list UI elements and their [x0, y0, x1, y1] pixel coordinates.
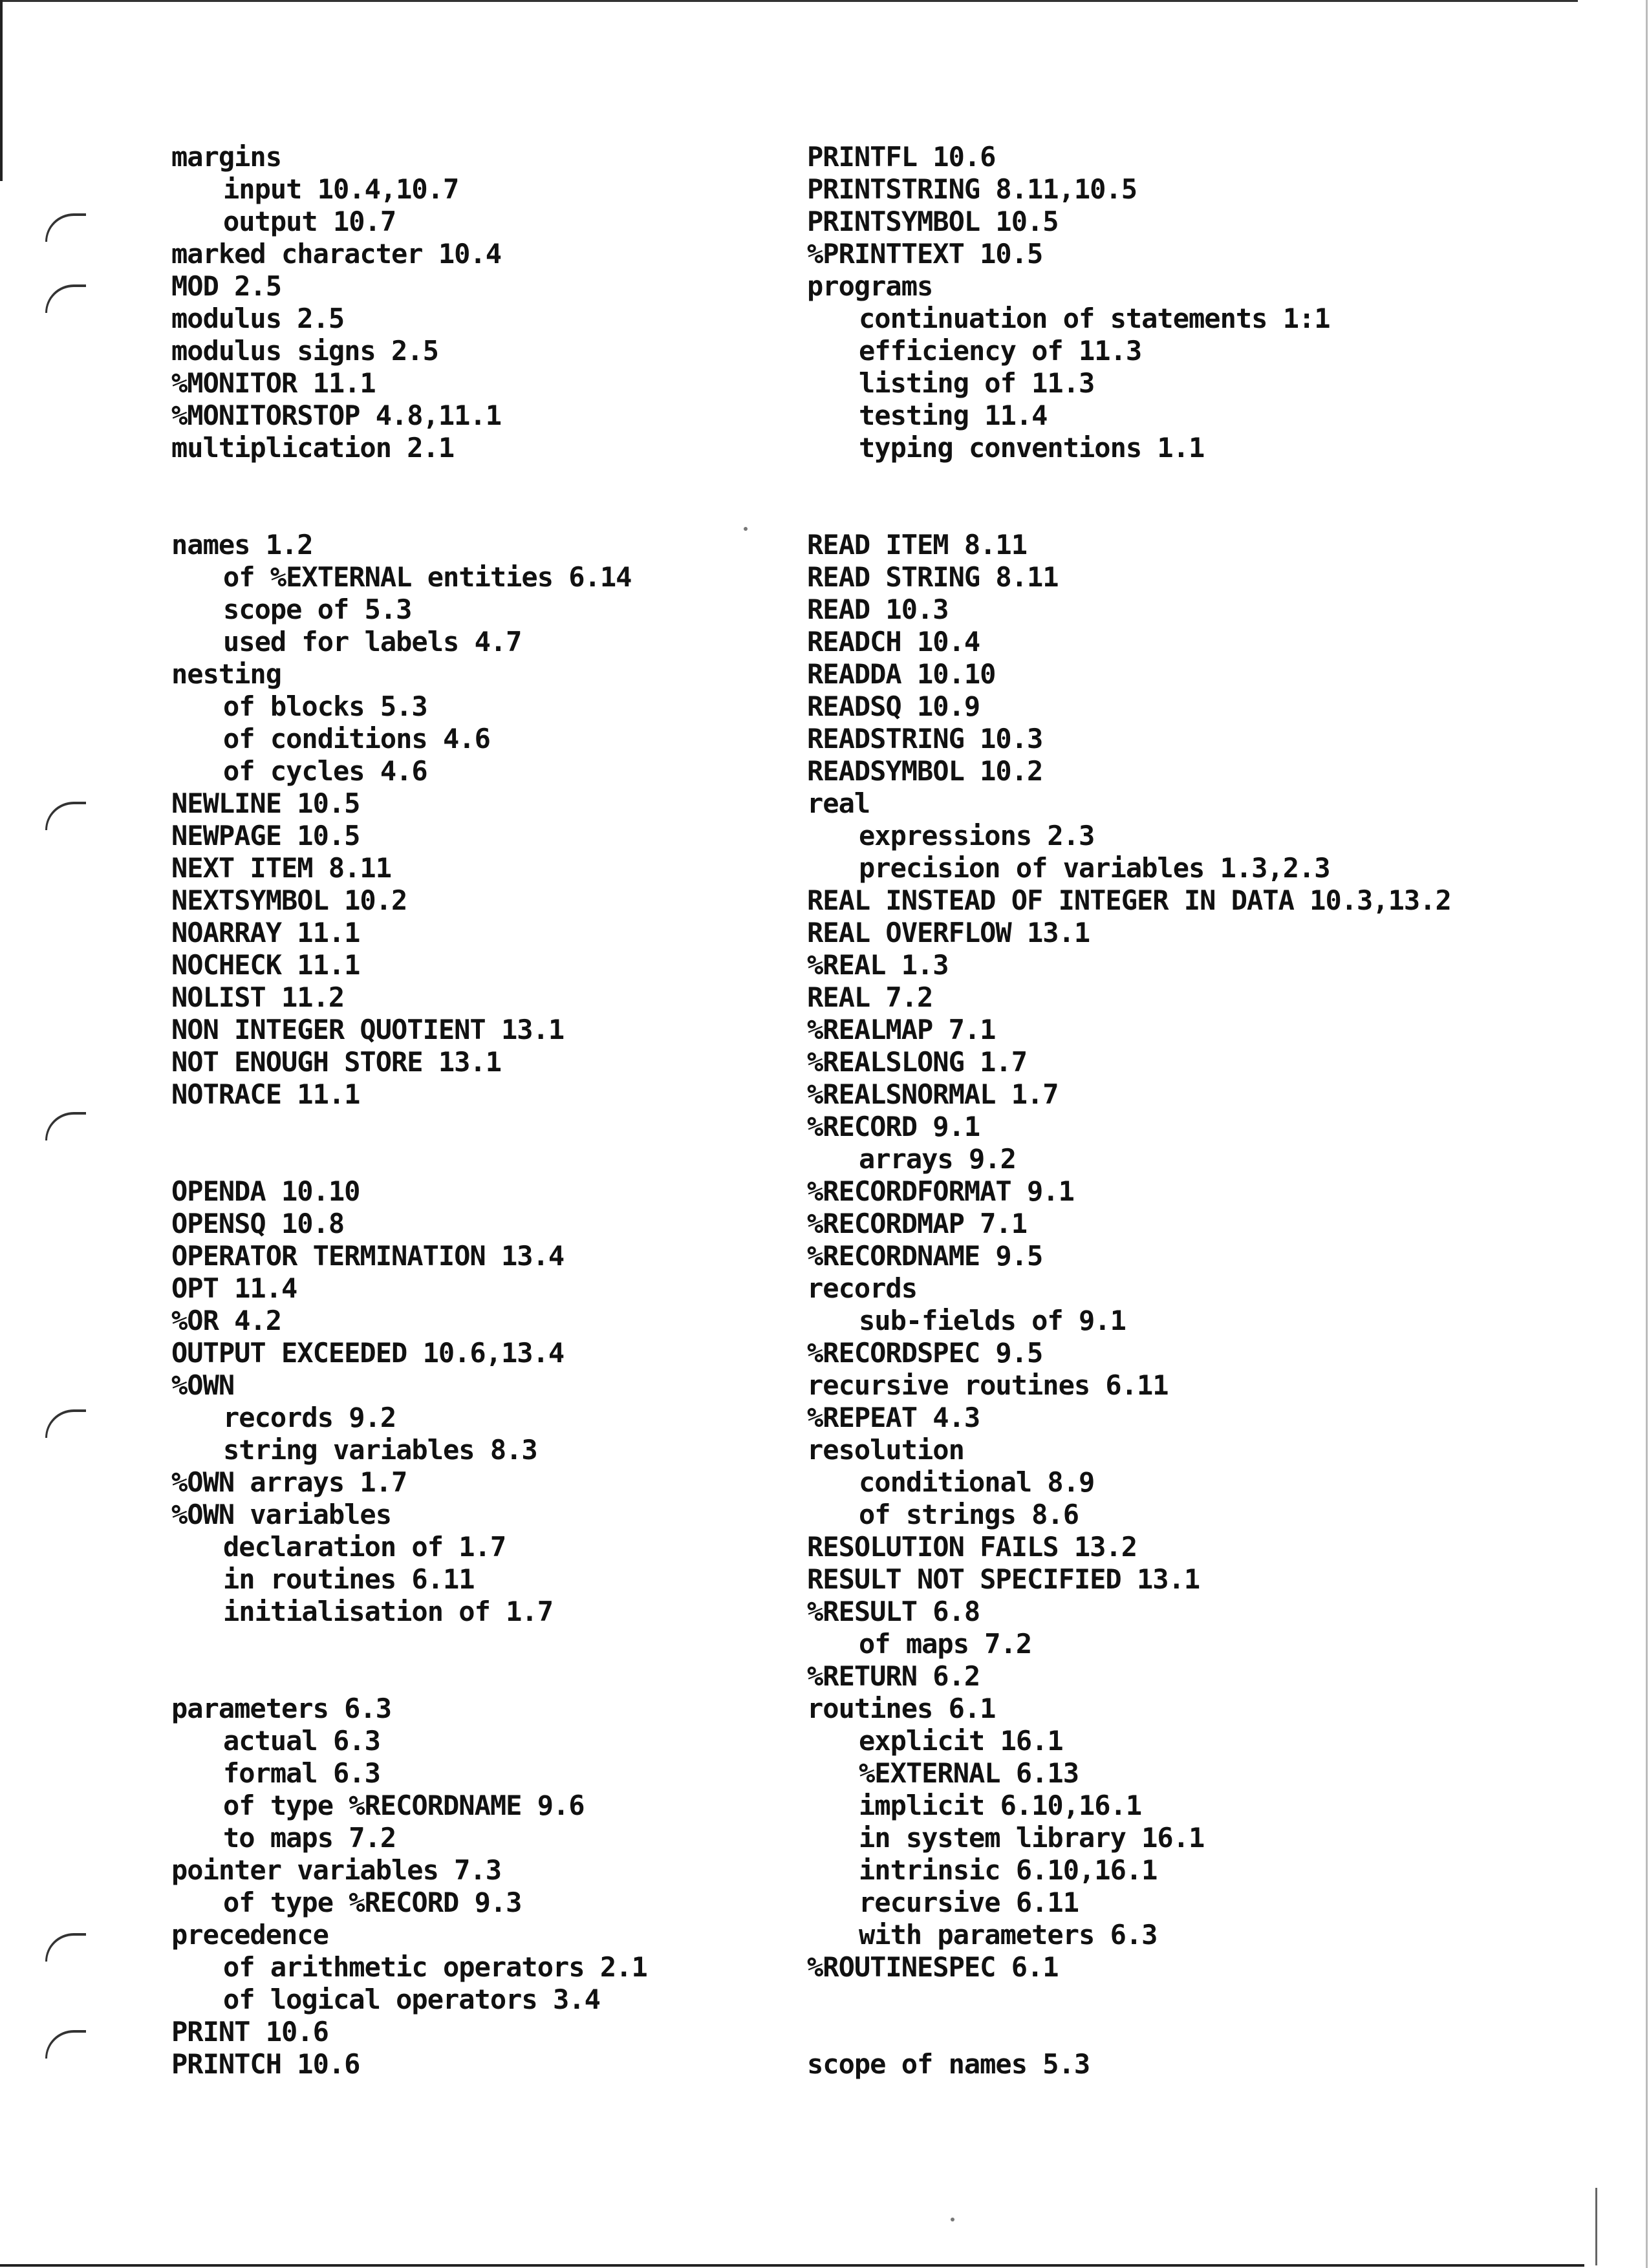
- index-subentry: recursive 6.11: [859, 1887, 1079, 1918]
- index-entry: %RECORDMAP 7.1: [807, 1208, 1028, 1239]
- index-entry: REAL 7.2: [807, 981, 933, 1013]
- index-subentry: in routines 6.11: [223, 1563, 475, 1595]
- index-entry: READ STRING 8.11: [807, 561, 1059, 593]
- index-entry: resolution: [807, 1434, 964, 1466]
- punch-hole-mark: [45, 802, 86, 830]
- section-gap: [807, 464, 1583, 529]
- index-entry: NOT ENOUGH STORE 13.1: [171, 1046, 502, 1078]
- index-subentry: arrays 9.2: [859, 1143, 1016, 1175]
- index-subentry: output 10.7: [223, 206, 396, 237]
- scan-speck: [951, 2218, 954, 2221]
- index-entry: real: [807, 787, 870, 819]
- index-subentry: of type %RECORDNAME 9.6: [223, 1790, 585, 1821]
- index-entry: %REALSNORMAL 1.7: [807, 1078, 1059, 1110]
- index-subentry: of maps 7.2: [859, 1628, 1032, 1660]
- index-subentry: implicit 6.10,16.1: [859, 1790, 1142, 1821]
- index-entry: NEXT ITEM 8.11: [171, 852, 392, 884]
- page-top-edge: [0, 0, 1578, 2]
- index-entry: %OWN arrays 1.7: [171, 1466, 407, 1498]
- index-entry: REAL INSTEAD OF INTEGER IN DATA 10.3,13.2: [807, 884, 1451, 916]
- index-entry: %REAL 1.3: [807, 949, 949, 981]
- index-entry: %REPEAT 4.3: [807, 1402, 980, 1433]
- index-subentry: continuation of statements 1:1: [859, 303, 1330, 334]
- index-subentry: of cycles 4.6: [223, 755, 427, 787]
- index-entry: pointer variables 7.3: [171, 1854, 502, 1886]
- index-entry: OPT 11.4: [171, 1272, 297, 1304]
- index-subentry: of conditions 4.6: [223, 723, 490, 754]
- index-subentry: conditional 8.9: [859, 1466, 1095, 1498]
- punch-hole-mark: [45, 213, 86, 242]
- index-entry: RESULT NOT SPECIFIED 13.1: [807, 1563, 1200, 1595]
- index-entry: READSQ 10.9: [807, 690, 980, 722]
- index-entry: NON INTEGER QUOTIENT 13.1: [171, 1014, 565, 1045]
- index-entry: %MONITOR 11.1: [171, 367, 376, 399]
- index-entry: scope of names 5.3: [807, 2048, 1090, 2080]
- index-entry: parameters 6.3: [171, 1693, 392, 1724]
- punch-hole-mark: [45, 2030, 86, 2059]
- index-entry: %REALSLONG 1.7: [807, 1046, 1028, 1078]
- section-gap: [171, 1111, 786, 1175]
- index-column-left: [171, 141, 786, 2081]
- index-subentry: of type %RECORD 9.3: [223, 1887, 522, 1918]
- index-subentry: of strings 8.6: [859, 1499, 1079, 1530]
- index-entry: %ROUTINESPEC 6.1: [807, 1951, 1059, 1983]
- punch-hole-mark: [45, 284, 86, 313]
- index-entry: %MONITORSTOP 4.8,11.1: [171, 400, 502, 431]
- index-entry: READ ITEM 8.11: [807, 529, 1028, 561]
- index-subentry: %EXTERNAL 6.13: [859, 1757, 1079, 1789]
- punch-hole-mark: [45, 1933, 86, 1962]
- index-entry: %RECORD 9.1: [807, 1111, 980, 1142]
- index-entry: NOARRAY 11.1: [171, 917, 360, 948]
- index-subentry: initialisation of 1.7: [223, 1596, 554, 1627]
- index-entry: precedence: [171, 1919, 329, 1951]
- index-subentry: intrinsic 6.10,16.1: [859, 1854, 1158, 1886]
- index-subentry: formal 6.3: [223, 1757, 380, 1789]
- index-entry: PRINTSTRING 8.11,10.5: [807, 173, 1137, 205]
- index-entry: RESOLUTION FAILS 13.2: [807, 1531, 1137, 1563]
- index-entry: READSTRING 10.3: [807, 723, 1043, 754]
- index-entry: %RESULT 6.8: [807, 1596, 980, 1627]
- index-subentry: efficiency of 11.3: [859, 335, 1142, 367]
- index-subentry: in system library 16.1: [859, 1822, 1205, 1854]
- index-subentry: expressions 2.3: [859, 820, 1095, 851]
- index-entry: OPENDA 10.10: [171, 1175, 360, 1207]
- index-entry: READSYMBOL 10.2: [807, 755, 1043, 787]
- index-entry: MOD 2.5: [171, 270, 282, 302]
- index-subentry: of logical operators 3.4: [223, 1984, 600, 2015]
- index-subentry: actual 6.3: [223, 1725, 380, 1757]
- index-entry: PRINTSYMBOL 10.5: [807, 206, 1059, 237]
- index-subentry: of blocks 5.3: [223, 690, 427, 722]
- index-entry: PRINTCH 10.6: [171, 2048, 360, 2080]
- index-entry: NEXTSYMBOL 10.2: [171, 884, 407, 916]
- page-bottom-edge: [0, 2264, 1584, 2267]
- punch-hole-mark: [45, 1112, 86, 1140]
- page-right-edge: [1646, 0, 1648, 2268]
- index-entry: %RETURN 6.2: [807, 1660, 980, 1692]
- index-entry: marked character 10.4: [171, 238, 502, 270]
- index-subentry: with parameters 6.3: [859, 1919, 1158, 1951]
- index-entry: %OWN variables: [171, 1499, 392, 1530]
- index-entry: nesting: [171, 658, 282, 690]
- index-entry: modulus 2.5: [171, 303, 345, 334]
- page-left-edge: [0, 0, 3, 181]
- index-entry: READCH 10.4: [807, 626, 980, 658]
- index-entry: NOLIST 11.2: [171, 981, 345, 1013]
- index-subentry: used for labels 4.7: [223, 626, 522, 658]
- index-column-right: [807, 141, 1583, 2081]
- index-entry: READDA 10.10: [807, 658, 996, 690]
- index-subentry: sub-fields of 9.1: [859, 1305, 1126, 1336]
- index-entry: routines 6.1: [807, 1693, 996, 1724]
- index-entry: %OWN: [171, 1369, 235, 1401]
- index-entry: NEWLINE 10.5: [171, 787, 360, 819]
- page-corner-mark: [1595, 2188, 1597, 2265]
- index-subentry: explicit 16.1: [859, 1725, 1063, 1757]
- index-subentry: declaration of 1.7: [223, 1531, 506, 1563]
- index-subentry: string variables 8.3: [223, 1434, 537, 1466]
- index-subentry: precision of variables 1.3,2.3: [859, 852, 1330, 884]
- index-entry: %RECORDSPEC 9.5: [807, 1337, 1043, 1369]
- index-entry: %OR 4.2: [171, 1305, 282, 1336]
- index-entry: programs: [807, 270, 933, 302]
- index-entry: %PRINTTEXT 10.5: [807, 238, 1043, 270]
- section-gap: [807, 1984, 1583, 2048]
- index-entry: NOTRACE 11.1: [171, 1078, 360, 1110]
- index-entry: names 1.2: [171, 529, 313, 561]
- index-entry: margins: [171, 141, 282, 173]
- index-entry: NOCHECK 11.1: [171, 949, 360, 981]
- index-subentry: listing of 11.3: [859, 367, 1095, 399]
- index-entry: OPERATOR TERMINATION 13.4: [171, 1240, 565, 1272]
- section-gap: [171, 1628, 786, 1693]
- index-entry: modulus signs 2.5: [171, 335, 438, 367]
- index-subentry: of %EXTERNAL entities 6.14: [223, 561, 632, 593]
- index-entry: multiplication 2.1: [171, 432, 455, 464]
- index-subentry: to maps 7.2: [223, 1822, 396, 1854]
- index-entry: records: [807, 1272, 918, 1304]
- index-entry: %RECORDNAME 9.5: [807, 1240, 1043, 1272]
- index-entry: PRINTFL 10.6: [807, 141, 996, 173]
- index-entry: %RECORDFORMAT 9.1: [807, 1175, 1074, 1207]
- index-entry: OUTPUT EXCEEDED 10.6,13.4: [171, 1337, 565, 1369]
- index-subentry: input 10.4,10.7: [223, 173, 459, 205]
- index-subentry: records 9.2: [223, 1402, 396, 1433]
- index-entry: OPENSQ 10.8: [171, 1208, 345, 1239]
- index-entry: NEWPAGE 10.5: [171, 820, 360, 851]
- index-entry: READ 10.3: [807, 594, 949, 625]
- index-subentry: testing 11.4: [859, 400, 1048, 431]
- index-subentry: typing conventions 1.1: [859, 432, 1205, 464]
- index-entry: %REALMAP 7.1: [807, 1014, 996, 1045]
- index-entry: PRINT 10.6: [171, 2016, 329, 2048]
- index-entry: REAL OVERFLOW 13.1: [807, 917, 1090, 948]
- index-subentry: scope of 5.3: [223, 594, 412, 625]
- index-entry: recursive routines 6.11: [807, 1369, 1169, 1401]
- index-subentry: of arithmetic operators 2.1: [223, 1951, 647, 1983]
- punch-hole-mark: [45, 1409, 86, 1438]
- section-gap: [171, 464, 786, 529]
